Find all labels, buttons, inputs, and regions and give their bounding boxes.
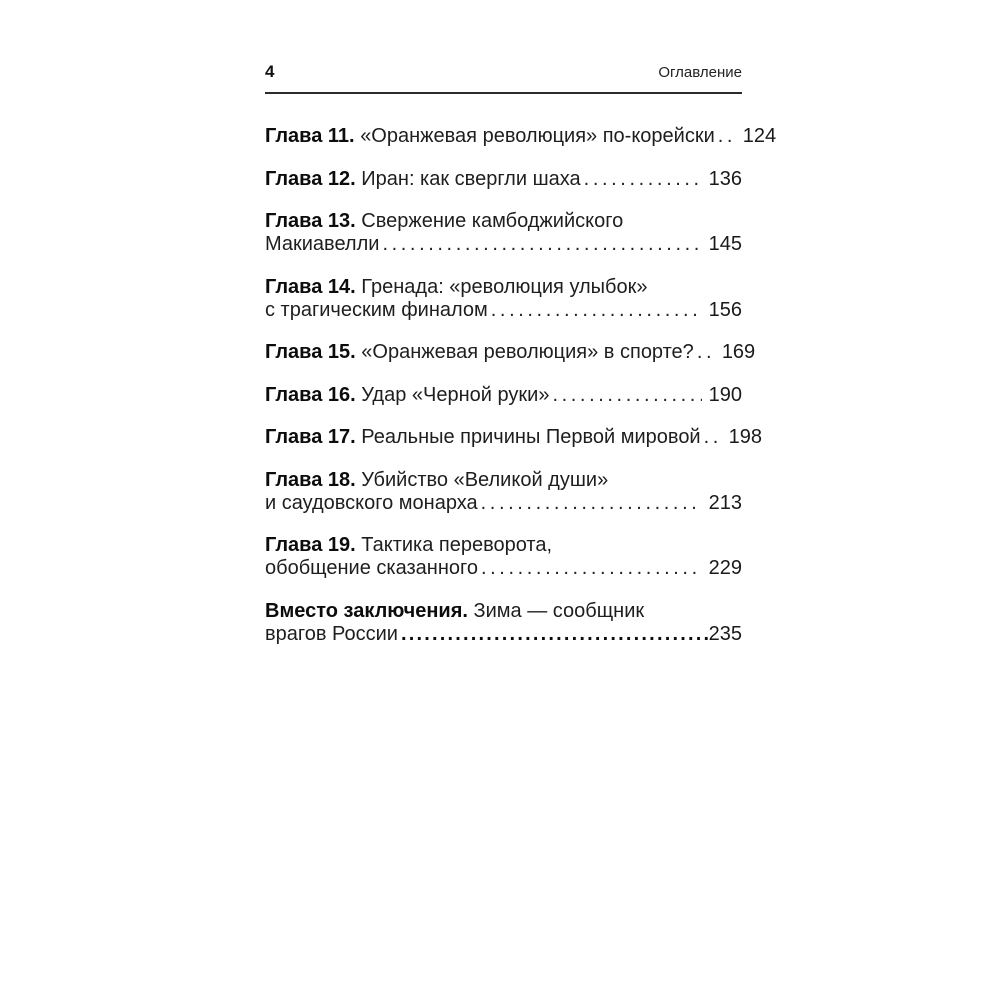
chapter-title-continued: с трагическим финалом [265,298,488,321]
chapter-title: Гренада: «революция улыбок» [361,275,648,298]
chapter-title-continued: Макиавелли [265,233,380,255]
leader-dots [382,233,701,256]
running-title: Оглавление [658,64,742,81]
toc-entry [265,341,756,364]
leader-dots [491,299,702,322]
toc-entry [265,384,742,407]
chapter-title: Реальные причины Первой мировой [361,426,701,448]
folio-page-number: 4 [265,62,275,81]
chapter-label: Глава 17. [265,426,356,448]
page-number: 124 [742,125,777,147]
chapter-title: Удар «Черной руки» [361,383,550,406]
toc-entry [265,210,742,256]
chapter-label: Глава 12. [265,167,356,190]
leader-dots [552,384,701,407]
chapter-title-continued: обобщение сказанного [265,557,478,579]
toc-entry-conclusion [265,600,742,646]
toc-entry [265,426,762,449]
chapter-title: Тактика переворота, [361,534,553,556]
toc-entry [265,168,742,191]
page-number: 145 [708,233,742,255]
chapter-label: Глава 16. [265,383,356,406]
chapter-label: Глава 15. [265,341,356,363]
page-content [265,62,777,665]
leader-dots [718,125,736,148]
page-number: 198 [728,426,762,448]
chapter-title-continued: врагов России [265,622,398,645]
chapter-label: Глава 19. [265,534,356,556]
page-number: 235 [708,622,742,645]
toc-entry [265,469,742,515]
leader-dots [481,557,702,580]
leader-dots [697,341,715,364]
chapter-title: Иран: как свергли шаха [361,167,581,190]
page-number: 156 [708,298,742,321]
leader-dots [704,426,722,449]
table-of-contents [265,125,777,646]
page-number: 136 [708,167,742,190]
leader-dots [401,623,708,646]
page-number: 190 [708,383,742,406]
chapter-title: Зима — сообщник [473,599,645,622]
leader-dots [481,492,702,515]
toc-entry [265,534,742,580]
chapter-title-continued: и саудовского монарха [265,491,478,514]
chapter-title: Свержение камбоджийского [361,210,624,232]
chapter-label: Глава 18. [265,468,356,491]
chapter-title: «Оранжевая революция» по-корейски [360,125,715,147]
chapter-title: «Оранжевая революция» в спорте? [361,341,694,363]
page-header [265,62,742,94]
toc-entry [265,276,742,322]
leader-dots [584,168,702,191]
chapter-label: Глава 14. [265,275,356,298]
chapter-label: Глава 13. [265,210,356,232]
page-number: 213 [708,491,742,514]
page-number: 229 [708,557,742,579]
toc-entry [265,125,777,148]
chapter-title: Убийство «Великой души» [361,468,609,491]
page-number: 169 [721,341,756,363]
chapter-label: Вместо заключения. [265,599,468,622]
chapter-label: Глава 11. [265,125,355,147]
